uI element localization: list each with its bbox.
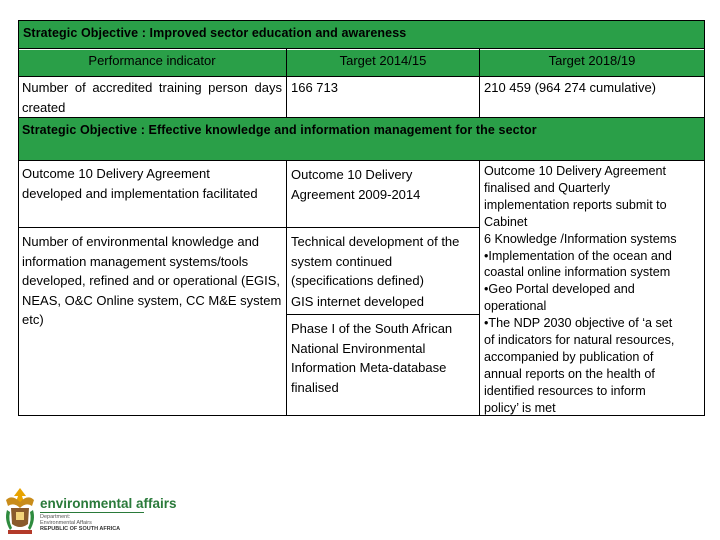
logo-sub-line: Environmental Affairs (40, 520, 92, 526)
target-2018-line: annual reports on the health of (484, 366, 655, 381)
grid-col-line-1-top (286, 48, 287, 118)
objective-1-title: Strategic Objective : Improved sector education and awareness (23, 26, 407, 40)
obj2-row2-target-2014-a: Technical development of the system continued (specifications defined) (291, 234, 460, 288)
grid-top-border (18, 20, 705, 21)
header-target-2014-cell (287, 50, 479, 76)
target-2018-line: finalised and Quarterly (484, 180, 611, 195)
obj2-target-2018-cell (484, 163, 704, 417)
header-target-2014: Target 2014/15 (339, 53, 427, 68)
obj1-indicator-cell: Number of accredited training person days created (22, 80, 282, 115)
target-2018-line: operational (484, 299, 547, 314)
grid-left-border (18, 20, 19, 416)
objective-2-title-bar (18, 118, 704, 160)
objective-1-title-bar (18, 21, 704, 48)
grid-line-row-split (18, 227, 480, 228)
logo-sub-line: Department: (40, 514, 71, 520)
target-2018-line: identified resources to inform (484, 383, 646, 398)
header-target-2018: Target 2018/19 (548, 53, 636, 68)
grid-col-line-2-bottom (479, 160, 480, 416)
target-2018-line: accompanied by publication of (484, 349, 654, 364)
obj2-row2-target-2014-c: Phase I of the South African National Environmental Information Meta-database finalised (291, 321, 453, 395)
grid-bottom-border (18, 415, 705, 416)
logo-rule (40, 512, 144, 513)
grid-line-below-title2 (18, 160, 705, 161)
target-2018-line: policy’ is met (484, 400, 556, 415)
grid-col-line-1-bottom (286, 160, 287, 416)
grid-col-line-2-top (479, 48, 480, 118)
objective-2-title: Strategic Objective : Effective knowledge and information management for the sector (22, 123, 537, 137)
header-performance-indicator: Performance indicator (88, 53, 216, 68)
target-2018-line: of indicators for natural resources, (484, 333, 675, 348)
target-2018-line: •The NDP 2030 objective of ‘a set (484, 316, 673, 331)
header-performance-indicator-cell (18, 50, 286, 76)
coat-of-arms-icon (2, 486, 38, 536)
target-2018-line: Cabinet (484, 214, 528, 229)
grid-line-gis-split (287, 314, 480, 315)
department-logo (2, 486, 177, 536)
target-2018-line: •Geo Portal developed and (484, 282, 635, 297)
target-2018-line: coastal online information system (484, 265, 671, 280)
target-2018-line: 6 Knowledge /Information systems (484, 231, 677, 246)
logo-name: environmental affairs (40, 496, 177, 511)
target-2018-line: Outcome 10 Delivery Agreement (484, 164, 666, 178)
obj1-target-2014-cell: 166 713 (291, 80, 338, 95)
grid-line-above-title2 (18, 117, 705, 118)
obj2-row1-indicator-cell: Outcome 10 Delivery Agreement developed and implementation facilitated (22, 166, 258, 201)
grid-line-below-title1 (18, 48, 705, 49)
grid-right-border (704, 20, 705, 416)
obj2-row2-indicator-cell: Number of environmental knowledge and information management systems/tools developed, refined and or operational (EGIS, NEAS, O&C Online system, CC M&E system etc) (22, 234, 282, 327)
target-2018-line: implementation reports submit to (484, 197, 667, 212)
obj2-row2-target-2014-b: GIS internet developed (291, 294, 424, 309)
target-2018-line: •Implementation of the ocean and (484, 248, 672, 263)
grid-line-below-headers (18, 76, 705, 77)
obj1-target-2018-cell: 210 459 (964 274 cumulative) (484, 80, 657, 95)
logo-sub-line: REPUBLIC OF SOUTH AFRICA (40, 526, 121, 532)
header-target-2018-cell (480, 50, 704, 76)
obj2-row1-target-2014-cell: Outcome 10 Delivery Agreement 2009-2014 (291, 167, 421, 202)
